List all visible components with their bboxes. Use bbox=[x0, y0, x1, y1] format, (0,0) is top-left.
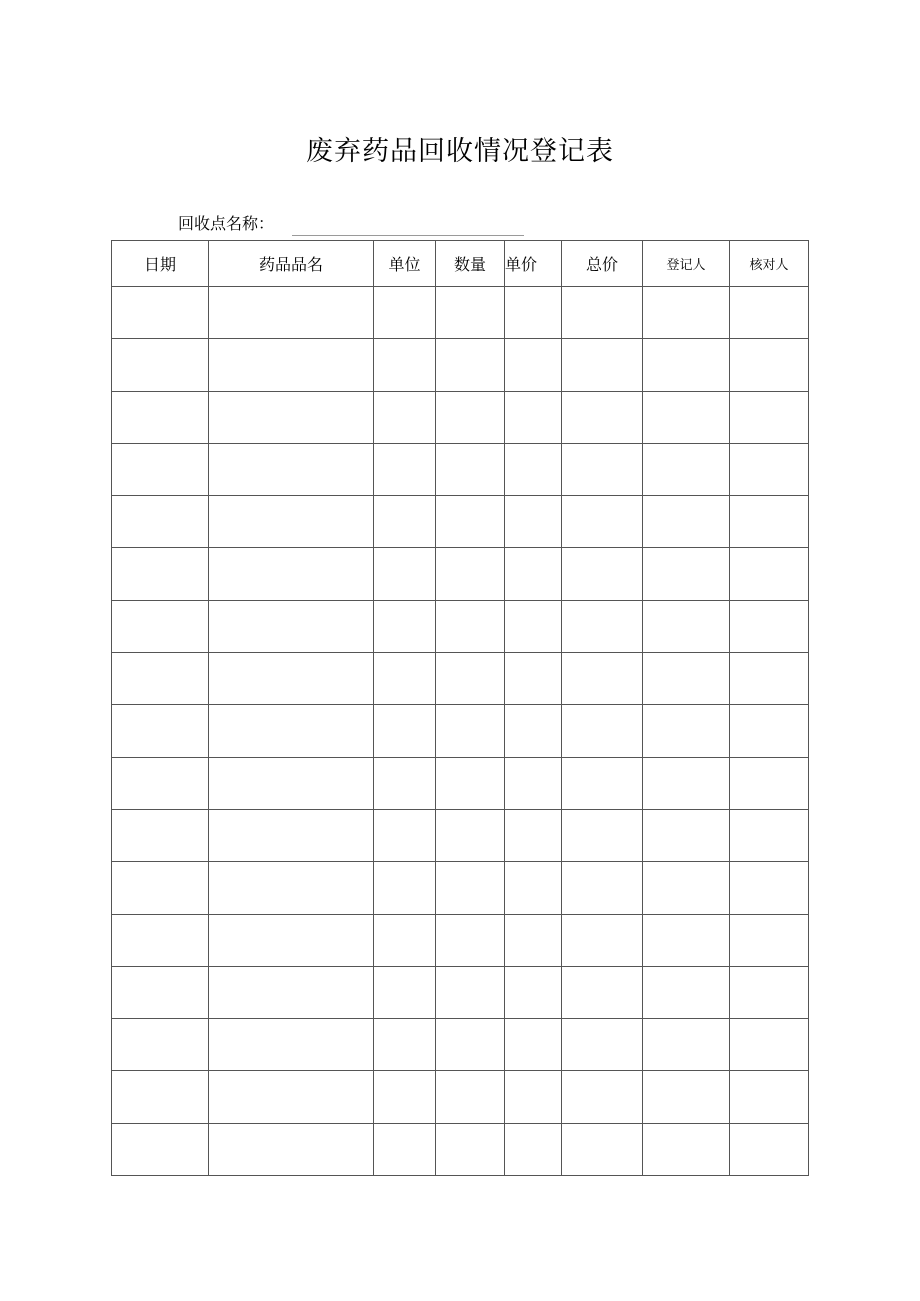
registrant-cell[interactable] bbox=[643, 914, 730, 966]
date-cell[interactable] bbox=[112, 600, 209, 652]
quantity-cell[interactable] bbox=[436, 757, 505, 809]
header-quantity: 数量 bbox=[436, 241, 505, 287]
table-row bbox=[112, 653, 809, 705]
quantity-cell[interactable] bbox=[436, 862, 505, 914]
unit-cell[interactable] bbox=[374, 443, 436, 495]
total-price-cell[interactable] bbox=[562, 391, 643, 443]
drug-name-cell[interactable] bbox=[209, 600, 374, 652]
date-cell[interactable] bbox=[112, 1123, 209, 1175]
header-date: 日期 bbox=[112, 241, 209, 287]
registrant-cell[interactable] bbox=[643, 809, 730, 861]
drug-name-cell[interactable] bbox=[209, 705, 374, 757]
unit-cell[interactable] bbox=[374, 1123, 436, 1175]
unit-cell[interactable] bbox=[374, 757, 436, 809]
verifier-cell[interactable] bbox=[730, 600, 809, 652]
unit-price-cell[interactable] bbox=[505, 914, 562, 966]
table-row bbox=[112, 548, 809, 600]
verifier-cell[interactable] bbox=[730, 443, 809, 495]
verifier-cell[interactable] bbox=[730, 757, 809, 809]
date-cell[interactable] bbox=[112, 653, 209, 705]
collection-site-field[interactable] bbox=[292, 215, 524, 236]
header-drug-name: 药品品名 bbox=[209, 241, 374, 287]
unit-price-cell[interactable] bbox=[505, 757, 562, 809]
unit-price-cell[interactable] bbox=[505, 600, 562, 652]
registrant-cell[interactable] bbox=[643, 443, 730, 495]
verifier-cell[interactable] bbox=[730, 705, 809, 757]
registrant-cell[interactable] bbox=[643, 966, 730, 1018]
unit-price-cell[interactable] bbox=[505, 809, 562, 861]
unit-cell[interactable] bbox=[374, 391, 436, 443]
date-cell[interactable] bbox=[112, 287, 209, 339]
verifier-cell[interactable] bbox=[730, 653, 809, 705]
quantity-cell[interactable] bbox=[436, 809, 505, 861]
total-price-cell[interactable] bbox=[562, 496, 643, 548]
date-cell[interactable] bbox=[112, 1019, 209, 1071]
table-row bbox=[112, 1019, 809, 1071]
drug-name-cell[interactable] bbox=[209, 1123, 374, 1175]
unit-cell[interactable] bbox=[374, 1071, 436, 1123]
verifier-cell[interactable] bbox=[730, 391, 809, 443]
unit-cell[interactable] bbox=[374, 914, 436, 966]
unit-cell[interactable] bbox=[374, 809, 436, 861]
date-cell[interactable] bbox=[112, 966, 209, 1018]
unit-price-cell[interactable] bbox=[505, 1123, 562, 1175]
unit-price-cell[interactable] bbox=[505, 548, 562, 600]
table-row bbox=[112, 391, 809, 443]
total-price-cell[interactable] bbox=[562, 443, 643, 495]
table-row bbox=[112, 443, 809, 495]
unit-cell[interactable] bbox=[374, 705, 436, 757]
verifier-cell[interactable] bbox=[730, 1019, 809, 1071]
registrant-cell[interactable] bbox=[643, 287, 730, 339]
unit-price-cell[interactable] bbox=[505, 443, 562, 495]
table-row bbox=[112, 809, 809, 861]
unit-cell[interactable] bbox=[374, 966, 436, 1018]
total-price-cell[interactable] bbox=[562, 914, 643, 966]
table-row bbox=[112, 496, 809, 548]
drug-name-cell[interactable] bbox=[209, 443, 374, 495]
total-price-cell[interactable] bbox=[562, 287, 643, 339]
table-row bbox=[112, 705, 809, 757]
registrant-cell[interactable] bbox=[643, 600, 730, 652]
unit-cell[interactable] bbox=[374, 548, 436, 600]
header-unit-price: 单价 bbox=[505, 241, 562, 287]
date-cell[interactable] bbox=[112, 496, 209, 548]
registrant-cell[interactable] bbox=[643, 1071, 730, 1123]
date-cell[interactable] bbox=[112, 548, 209, 600]
unit-cell[interactable] bbox=[374, 1019, 436, 1071]
quantity-cell[interactable] bbox=[436, 391, 505, 443]
unit-cell[interactable] bbox=[374, 653, 436, 705]
register-body bbox=[112, 287, 809, 1176]
date-cell[interactable] bbox=[112, 757, 209, 809]
unit-price-cell[interactable] bbox=[505, 1071, 562, 1123]
table-row bbox=[112, 1123, 809, 1175]
date-cell[interactable] bbox=[112, 705, 209, 757]
drug-name-cell[interactable] bbox=[209, 809, 374, 861]
collection-site-row bbox=[178, 212, 524, 236]
verifier-cell[interactable] bbox=[730, 809, 809, 861]
quantity-cell[interactable] bbox=[436, 966, 505, 1018]
verifier-cell[interactable] bbox=[730, 862, 809, 914]
header-row bbox=[112, 241, 809, 287]
table-row bbox=[112, 966, 809, 1018]
verifier-cell[interactable] bbox=[730, 1123, 809, 1175]
registrant-cell[interactable] bbox=[643, 705, 730, 757]
total-price-cell[interactable] bbox=[562, 1019, 643, 1071]
quantity-cell[interactable] bbox=[436, 653, 505, 705]
unit-price-cell[interactable] bbox=[505, 705, 562, 757]
quantity-cell[interactable] bbox=[436, 600, 505, 652]
verifier-cell[interactable] bbox=[730, 287, 809, 339]
date-cell[interactable] bbox=[112, 862, 209, 914]
drug-name-cell[interactable] bbox=[209, 287, 374, 339]
drug-name-cell[interactable] bbox=[209, 757, 374, 809]
registrant-cell[interactable] bbox=[643, 339, 730, 391]
table-row bbox=[112, 862, 809, 914]
quantity-cell[interactable] bbox=[436, 914, 505, 966]
drug-name-cell[interactable] bbox=[209, 966, 374, 1018]
unit-cell[interactable] bbox=[374, 339, 436, 391]
unit-price-cell[interactable] bbox=[505, 862, 562, 914]
drug-name-cell[interactable] bbox=[209, 1019, 374, 1071]
table-row bbox=[112, 287, 809, 339]
registrant-cell[interactable] bbox=[643, 1019, 730, 1071]
table-row bbox=[112, 339, 809, 391]
header-unit: 单位 bbox=[374, 241, 436, 287]
quantity-cell[interactable] bbox=[436, 705, 505, 757]
unit-price-cell[interactable] bbox=[505, 496, 562, 548]
verifier-cell[interactable] bbox=[730, 548, 809, 600]
unit-cell[interactable] bbox=[374, 287, 436, 339]
drug-name-cell[interactable] bbox=[209, 548, 374, 600]
unit-price-cell[interactable] bbox=[505, 339, 562, 391]
verifier-cell[interactable] bbox=[730, 1071, 809, 1123]
total-price-cell[interactable] bbox=[562, 809, 643, 861]
header-verifier: 核对人 bbox=[730, 241, 809, 287]
quantity-cell[interactable] bbox=[436, 1071, 505, 1123]
verifier-cell[interactable] bbox=[730, 339, 809, 391]
registrant-cell[interactable] bbox=[643, 548, 730, 600]
registrant-cell[interactable] bbox=[643, 391, 730, 443]
verifier-cell[interactable] bbox=[730, 496, 809, 548]
total-price-cell[interactable] bbox=[562, 705, 643, 757]
registrant-cell[interactable] bbox=[643, 496, 730, 548]
total-price-cell[interactable] bbox=[562, 862, 643, 914]
quantity-cell[interactable] bbox=[436, 548, 505, 600]
unit-cell[interactable] bbox=[374, 496, 436, 548]
table-row bbox=[112, 914, 809, 966]
drug-name-cell[interactable] bbox=[209, 1071, 374, 1123]
date-cell[interactable] bbox=[112, 809, 209, 861]
total-price-cell[interactable] bbox=[562, 966, 643, 1018]
registrant-cell[interactable] bbox=[643, 653, 730, 705]
header-registrant: 登记人 bbox=[643, 241, 730, 287]
date-cell[interactable] bbox=[112, 914, 209, 966]
quantity-cell[interactable] bbox=[436, 496, 505, 548]
drug-name-cell[interactable] bbox=[209, 653, 374, 705]
unit-price-cell[interactable] bbox=[505, 1019, 562, 1071]
register-table bbox=[111, 240, 809, 1176]
total-price-cell[interactable] bbox=[562, 1071, 643, 1123]
total-price-cell[interactable] bbox=[562, 339, 643, 391]
total-price-cell[interactable] bbox=[562, 600, 643, 652]
date-cell[interactable] bbox=[112, 443, 209, 495]
unit-price-cell[interactable] bbox=[505, 966, 562, 1018]
header-total-price: 总价 bbox=[562, 241, 643, 287]
unit-cell[interactable] bbox=[374, 600, 436, 652]
table-row bbox=[112, 757, 809, 809]
table-row bbox=[112, 600, 809, 652]
page-title: 废弃药品回收情况登记表 bbox=[306, 136, 614, 167]
date-cell[interactable] bbox=[112, 1071, 209, 1123]
drug-name-cell[interactable] bbox=[209, 391, 374, 443]
date-cell[interactable] bbox=[112, 339, 209, 391]
registrant-cell[interactable] bbox=[643, 757, 730, 809]
date-cell[interactable] bbox=[112, 391, 209, 443]
drug-name-cell[interactable] bbox=[209, 862, 374, 914]
drug-name-cell[interactable] bbox=[209, 339, 374, 391]
total-price-cell[interactable] bbox=[562, 653, 643, 705]
total-price-cell[interactable] bbox=[562, 1123, 643, 1175]
quantity-cell[interactable] bbox=[436, 287, 505, 339]
registrant-cell[interactable] bbox=[643, 862, 730, 914]
drug-name-cell[interactable] bbox=[209, 496, 374, 548]
table-row bbox=[112, 1071, 809, 1123]
collection-site-label: 回收点名称： bbox=[178, 214, 275, 233]
verifier-cell[interactable] bbox=[730, 914, 809, 966]
total-price-cell[interactable] bbox=[562, 548, 643, 600]
quantity-cell[interactable] bbox=[436, 1123, 505, 1175]
quantity-cell[interactable] bbox=[436, 443, 505, 495]
unit-price-cell[interactable] bbox=[505, 653, 562, 705]
quantity-cell[interactable] bbox=[436, 1019, 505, 1071]
unit-price-cell[interactable] bbox=[505, 287, 562, 339]
unit-price-cell[interactable] bbox=[505, 391, 562, 443]
unit-cell[interactable] bbox=[374, 862, 436, 914]
total-price-cell[interactable] bbox=[562, 757, 643, 809]
drug-name-cell[interactable] bbox=[209, 914, 374, 966]
verifier-cell[interactable] bbox=[730, 966, 809, 1018]
quantity-cell[interactable] bbox=[436, 339, 505, 391]
registrant-cell[interactable] bbox=[643, 1123, 730, 1175]
